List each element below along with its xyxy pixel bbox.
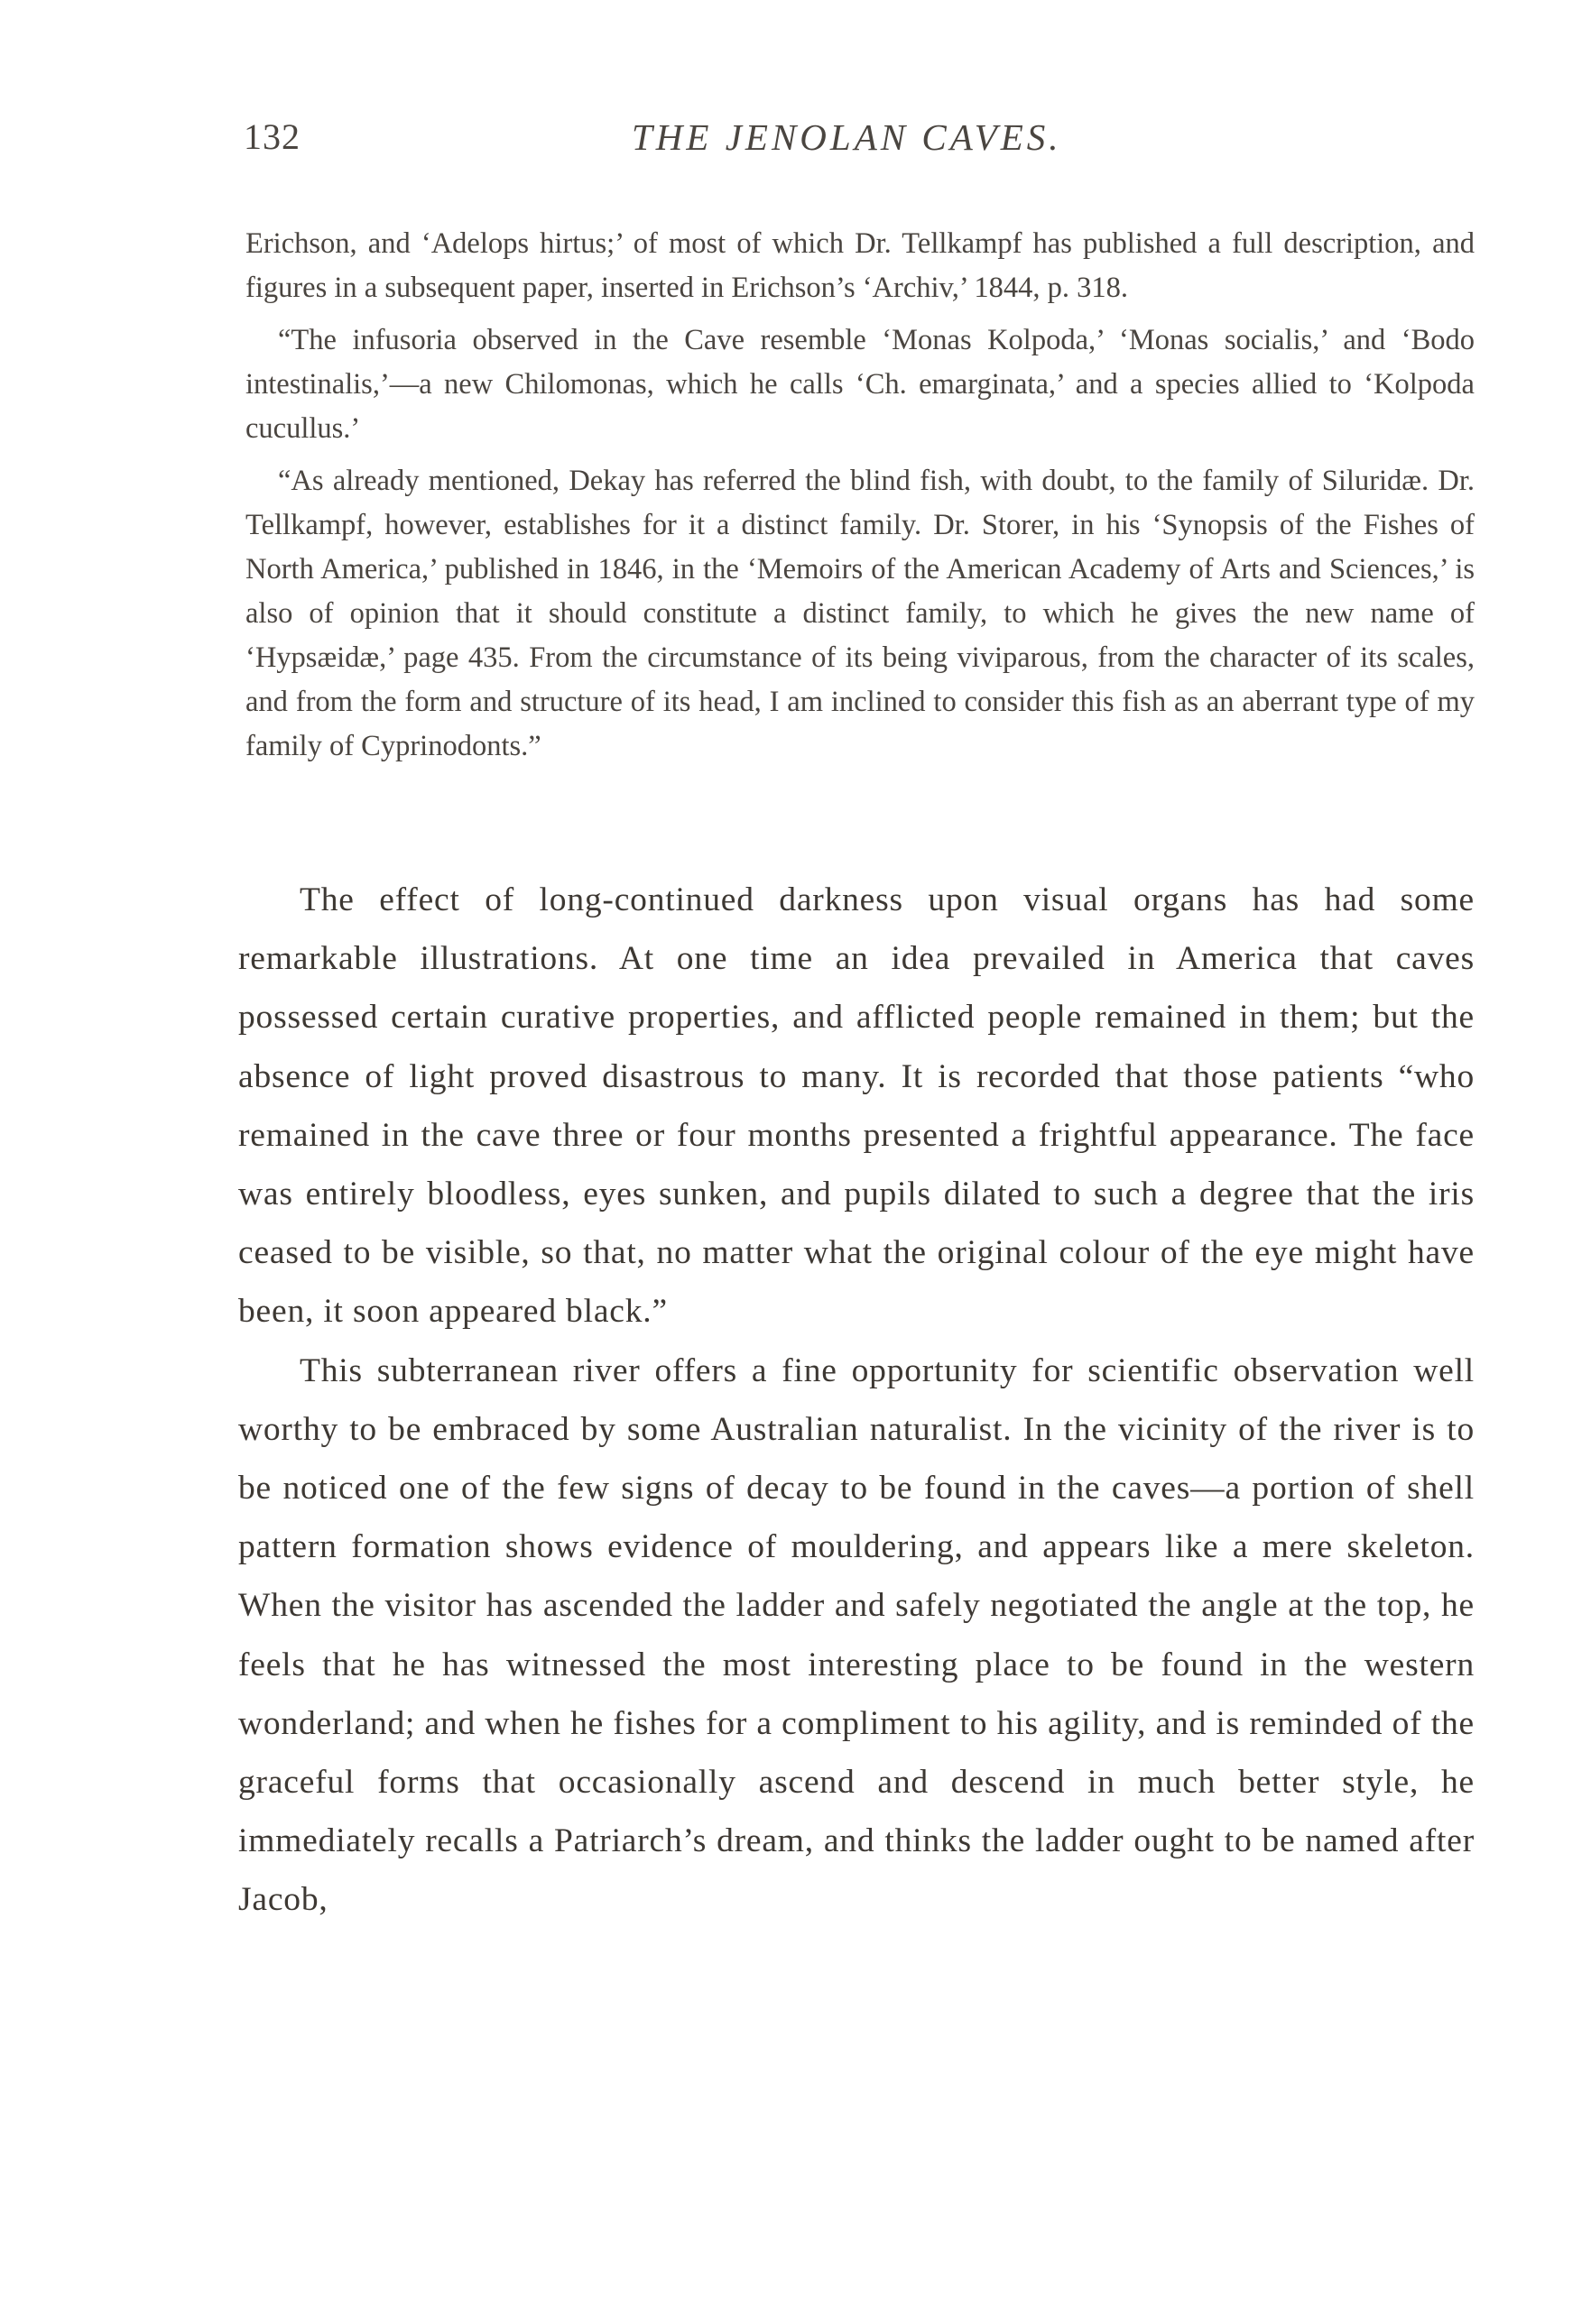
body-paragraph: This subterranean river offers a fine opportunity for scientific observation well worthy to be embraced by some Australian naturalist. In the vicinity of the river is to be noticed one of the few signs of decay to be found in the caves—a portion of shell pattern formation shows evidence of mouldering, and appears like a mere skeleton. When the visitor has ascended the ladder and safely negotiated the angle at the top, he feels that he has witnessed the most interesting place to be found in the western wonderland; and when he fishes for a compliment to his agility, and is reminded of the graceful forms that occasionally ascend and descend in much better style, he immediately recalls a Patriarch’s dream, and thinks the ladder ought to be named after Jacob, [238,1351,1475,1919]
quote-paragraph: Erichson, and ‘Adelops hirtus;’ of most of which Dr. Tellkampf has published a full description, and figures in a subsequent paper, inserted in Erichson’s ‘Archiv,’ 1844, p. 318. [245,227,1475,304]
running-title: THE JENOLAN CAVES. [632,116,1062,158]
quote-paragraph: “As already mentioned, Dekay has referred the blind fish, with doubt, to the family of Siluridæ. Dr. Tellkampf, however, establishes for it a distinct family. Dr. Storer, in his ‘Synopsis of the Fishes of North America,’ published in 1846, in the ‘Memoirs of the American Academy of Arts and Sciences,’ is also of opinion that it should constitute a distinct family, to which he gives the new name of ‘Hypsæidæ,’ page 435. From the circumstance of its being viviparous, from the character of its scales, and from the form and structure of its head, I am inclined to consider this fish as an aberrant type of my family of Cyprinodonts.” [245,465,1475,762]
body-paragraph: The effect of long-continued darkness upon visual organs has had some remarkable illustrations. At one time an idea prevailed in America that caves possessed certain curative properties, and afflicted people remained in them; but the absence of light proved disastrous to many. It is recorded that those patients “who remained in the cave three or four months presented a frightful appearance. The face was entirely bloodless, eyes sunken, and pupils dilated to such a degree that the iris ceased to be visible, so that, no matter what the original colour of the eye might have been, it soon appeared black.” [238,881,1475,1331]
body-text [238,871,1475,1930]
quoted-passage [245,222,1475,777]
page-number: 132 [244,116,301,157]
quote-paragraph: “The infusoria observed in the Cave resemble ‘Monas Kolpoda,’ ‘Monas socialis,’ and ‘Bodo intestinalis,’—a new Chilomonas, which he calls ‘Ch. emarginata,’ and a species allied to ‘Kolpoda cucullus.’ [245,324,1475,445]
running-head [244,115,1475,170]
